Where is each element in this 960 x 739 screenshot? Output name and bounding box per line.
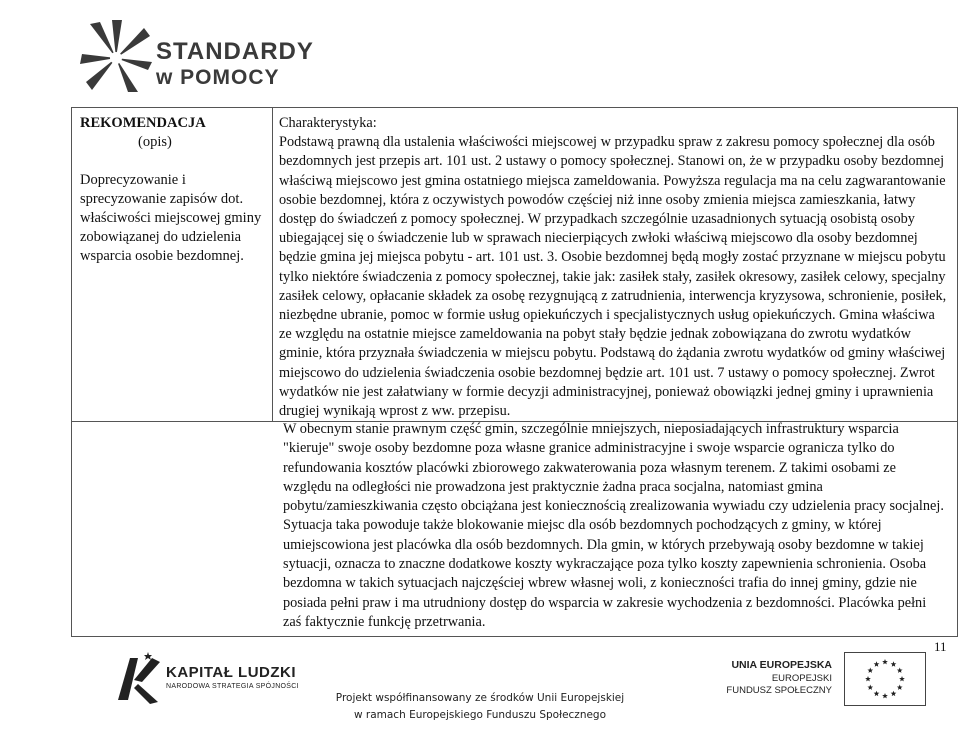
characteristics-paragraph-1: Podstawą prawną dla ustalenia właściwości miejscowej w przypadku spraw z zakresu pomocy społecznej dla osób bezdomnych jest przepis art. 101 ust. 2 ustawy o pomocy społecznej. Stanowi on, że w przypadku osoby bezdomnej właściwą miejscowo jest gmina ostatniego miejsca zameldowania. Powyższa regulacja ma na celu zagwarantowanie osobie bezdomnej, która z oczywistych powodów częściej niż inne osoby zmienia miejsca zamieszkania, łatwy dostęp do świadczeń z pomocy społecznej. W przypadkach szczególnie uzasadnionych sytuacją osobistą osoby ubiegającej się o świadczenie lub w sprawach niecierpiących zwłoki właściwą miejscowo dla osoby bezdomnej będzie gmina jej miejsca pobytu - art. 101 ust. 3. Osobie bezdomnej będą mogły zostać przyznane w miejscu pobytu tylko niektóre świadczenia z pomocy społecznej, takie jak: zasiłek stały, zasiłek okresowy, zasiłek celowy, specjalny zasiłek celowy, opłacanie składek za osobę rezygnującą z zatrudnienia, interwencja kryzysowa, schronienie, posiłek, niezbędne ubranie, pomoc w formie usług opiekuńczych i specjalistycznych usług opiekuńczych. Gmina właściwa ze względu na ostatnie miejsce zameldowania na pobyt stały będzie jednak zobowiązana do zwrotu wydatków gminie, która przyznała świadczenia w miejscu pobytu. Podstawą do żądania zwrotu wydatków od gminy właściwej miejscowo do udzielenia świadczenia osobie bezdomnej będzie art. 101 ust. 7 ustawy o pomocy społecznej. Zwrot wydatków nie jest załatwiany w formie decyzji administracyjnej, ponieważ obowiązki jednej gminy i uprawnienia drugiej wynikają wprost z ww. przepisu.: [279, 134, 947, 420]
eu-star-icon: [882, 659, 888, 664]
logo-title: STANDARDY: [156, 38, 314, 65]
footer-line-2: w ramach Europejskiego Funduszu Społecznego: [353, 709, 607, 721]
recommendation-text: Doprecyzowanie i sprecyzowanie zapisów dot. właściwości miejscowej gminy zobowiązanej do udzielenia wsparcia osobie bezdomnej.: [80, 172, 262, 264]
recommendation-title: REKOMENDACJA: [80, 115, 206, 131]
eu-line-3: FUNDUSZ SPOŁECZNY: [726, 685, 832, 696]
footer: [0, 690, 960, 724]
kl-title: KAPITAŁ LUDZKI: [166, 664, 297, 681]
eu-star-icon: [897, 668, 903, 673]
eu-line-2: EUROPEJSKI: [771, 673, 832, 684]
eu-star-icon: [867, 668, 873, 673]
characteristics-heading: Charakterystyka:: [279, 115, 377, 131]
eu-line-1: UNIA EUROPEJSKA: [731, 659, 832, 671]
eu-star-icon: [865, 676, 871, 681]
kl-subtitle: NARODOWA STRATEGIA SPÓJNOŚCI: [166, 683, 299, 690]
characteristics-paragraph-2: W obecnym stanie prawnym część gmin, szczególnie mniejszych, nieposiadających infrastruktury wsparcia "kieruje" swoje osoby bezdomne poza własne granice administracyjne i swoje wsparcie ogranicza tylko do refundowania kosztów placówki zbiorowego zakwaterowania poza własnym terenem. Z takimi osobami ze względu na odległości nie prowadzona jest praktycznie żadna praca socjalna, natomiast gmina pobytu/zamieszkiwania często obciążana jest koniecznością zrealizowania wywiadu czy udzielenia pracy socjalnej. Sytuacja taka powoduje także blokowanie miejsc dla osób bezdomnych pochodzących z gminy, w której umiejscowiona jest placówka dla osób bezdomnych. Dla gmin, w których przebywają osoby bezdomne w takiej sytuacji, oznacza to znaczne dodatkowe koszty wykraczające poza tylko koszty zapewnienia schronienia. Osoba bezdomna w takich sytuacjach najczęściej wbrew własnej woli, z konieczności trafia do innej gminy, gdzie nie posiada pełni praw i ma utrudniony dostęp do wsparcia w zakresie wychodzenia z bezdomności. Placówka pełni zaś faktycznie funkcję przetrwania.: [283, 421, 944, 630]
page-number: 11: [934, 639, 947, 654]
eu-star-icon: [899, 676, 905, 681]
characteristics-cell: [273, 108, 958, 422]
star-burst-icon: [78, 18, 154, 94]
logo-subtitle: w POMOCY: [156, 66, 280, 89]
standardy-logo: [78, 18, 314, 98]
eu-star-icon: [874, 661, 880, 666]
recommendation-cell: [72, 108, 273, 422]
eu-star-icon: [891, 661, 897, 666]
recommendation-opis: (opis): [138, 134, 172, 150]
footer-line-1: Projekt współfinansowany ze środków Unii Europejskiej: [335, 692, 625, 704]
